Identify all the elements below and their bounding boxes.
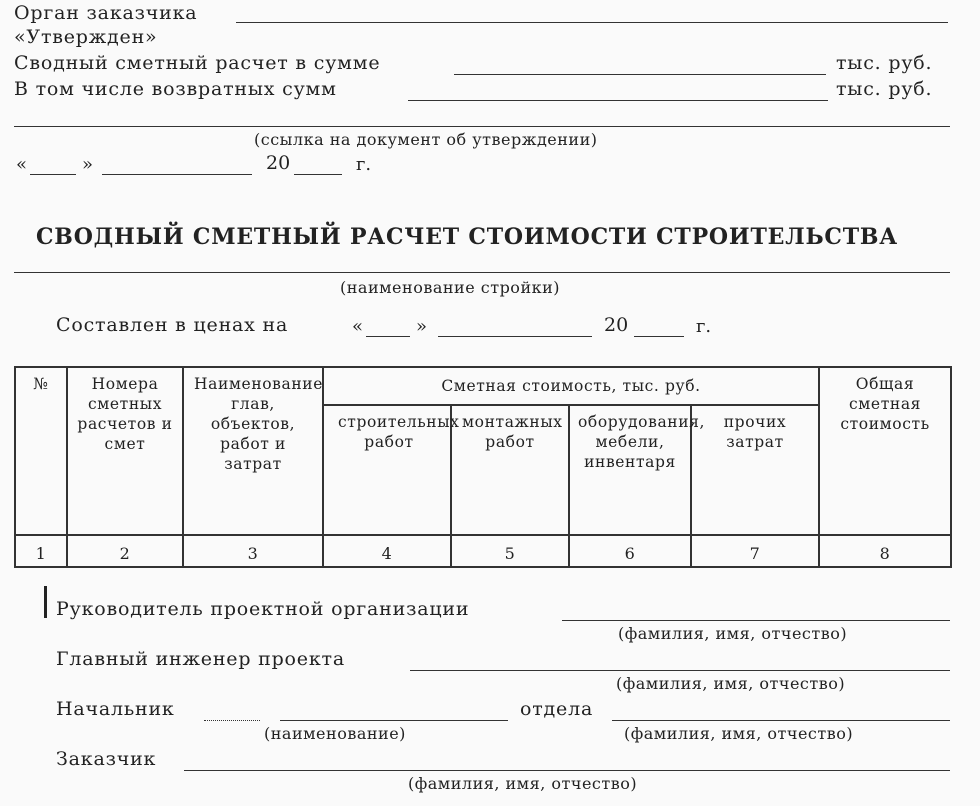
- prices-quote-open: «: [352, 316, 364, 337]
- document-title: СВОДНЫЙ СМЕТНЫЙ РАСЧЕТ СТОИМОСТИ СТРОИТЕЛЬСТВА: [36, 224, 899, 250]
- col-number-1: 1: [15, 535, 67, 567]
- col-header-other: прочих затрат: [691, 405, 819, 535]
- margin-bar: [44, 586, 47, 618]
- col-header-equipment: оборудования, мебели, инвентаря: [569, 405, 691, 535]
- prices-year-field[interactable]: [634, 336, 684, 337]
- returnable-sum-unit: тыс. руб.: [836, 78, 933, 100]
- col-header-total-cost: Общая сметная стоимость: [819, 367, 951, 535]
- col-number-4: 4: [323, 535, 451, 567]
- approval-year-prefix: 20: [266, 152, 291, 174]
- customer-field[interactable]: [184, 770, 950, 771]
- department-head-field[interactable]: [612, 720, 950, 721]
- col-number-3: 3: [183, 535, 323, 567]
- approval-ref-field[interactable]: [14, 126, 950, 127]
- col-number-5: 5: [451, 535, 569, 567]
- summary-sum-field[interactable]: [454, 74, 826, 75]
- department-name-field-a[interactable]: [204, 720, 260, 721]
- col-header-estimate-numbers: Номера сметных расчетов и смет: [67, 367, 183, 535]
- prices-as-of-label: Составлен в ценах на: [56, 314, 289, 336]
- approval-year-field[interactable]: [294, 174, 342, 175]
- customer-org-label: Орган заказчика: [14, 2, 198, 24]
- returnable-sum-field[interactable]: [408, 100, 828, 101]
- prices-year-prefix: 20: [604, 314, 629, 336]
- approval-ref-caption: (ссылка на документ об утверждении): [254, 130, 598, 149]
- customer-org-field[interactable]: [236, 22, 948, 23]
- chief-engineer-label: Главный инженер проекта: [56, 648, 345, 670]
- approval-month-field[interactable]: [102, 174, 252, 175]
- estimate-table: [14, 366, 952, 568]
- col-header-cost-group: Сметная стоимость, тыс. руб.: [323, 367, 819, 405]
- prices-month-field[interactable]: [438, 336, 592, 337]
- department-name-field-b[interactable]: [280, 720, 508, 721]
- prices-quote-close: »: [416, 316, 428, 337]
- col-number-2: 2: [67, 535, 183, 567]
- col-header-installation: монтажных работ: [451, 405, 569, 535]
- col-header-construction: строительных работ: [323, 405, 451, 535]
- department-title-caption: (наименование): [264, 724, 406, 743]
- department-head-caption: (фамилия, имя, отчество): [624, 724, 854, 743]
- col-number-8: 8: [819, 535, 951, 567]
- site-name-caption: (наименование стройки): [340, 278, 561, 297]
- col-header-number: №: [15, 367, 67, 535]
- department-label: отдела: [520, 698, 594, 720]
- summary-sum-label: Сводный сметный расчет в сумме: [14, 52, 381, 74]
- customer-label: Заказчик: [56, 748, 157, 770]
- date-quote-close: »: [82, 154, 94, 175]
- summary-sum-unit: тыс. руб.: [836, 52, 933, 74]
- col-number-7: 7: [691, 535, 819, 567]
- col-header-names: Наименование глав, объектов, работ и затрат: [183, 367, 323, 535]
- date-quote-open: «: [16, 154, 28, 175]
- department-head-label: Начальник: [56, 698, 175, 720]
- approved-label: «Утвержден»: [14, 26, 158, 48]
- prices-day-field[interactable]: [366, 336, 410, 337]
- approval-year-suffix: г.: [356, 154, 372, 175]
- project-head-caption: (фамилия, имя, отчество): [618, 624, 848, 643]
- site-name-field[interactable]: [14, 272, 950, 273]
- project-head-label: Руководитель проектной организации: [56, 598, 470, 620]
- approval-day-field[interactable]: [30, 174, 76, 175]
- customer-caption: (фамилия, имя, отчество): [408, 774, 638, 793]
- col-number-6: 6: [569, 535, 691, 567]
- chief-engineer-field[interactable]: [410, 670, 950, 671]
- project-head-field[interactable]: [562, 620, 950, 621]
- returnable-sum-label: В том числе возвратных сумм: [14, 78, 337, 100]
- prices-year-suffix: г.: [696, 316, 712, 337]
- chief-engineer-caption: (фамилия, имя, отчество): [616, 674, 846, 693]
